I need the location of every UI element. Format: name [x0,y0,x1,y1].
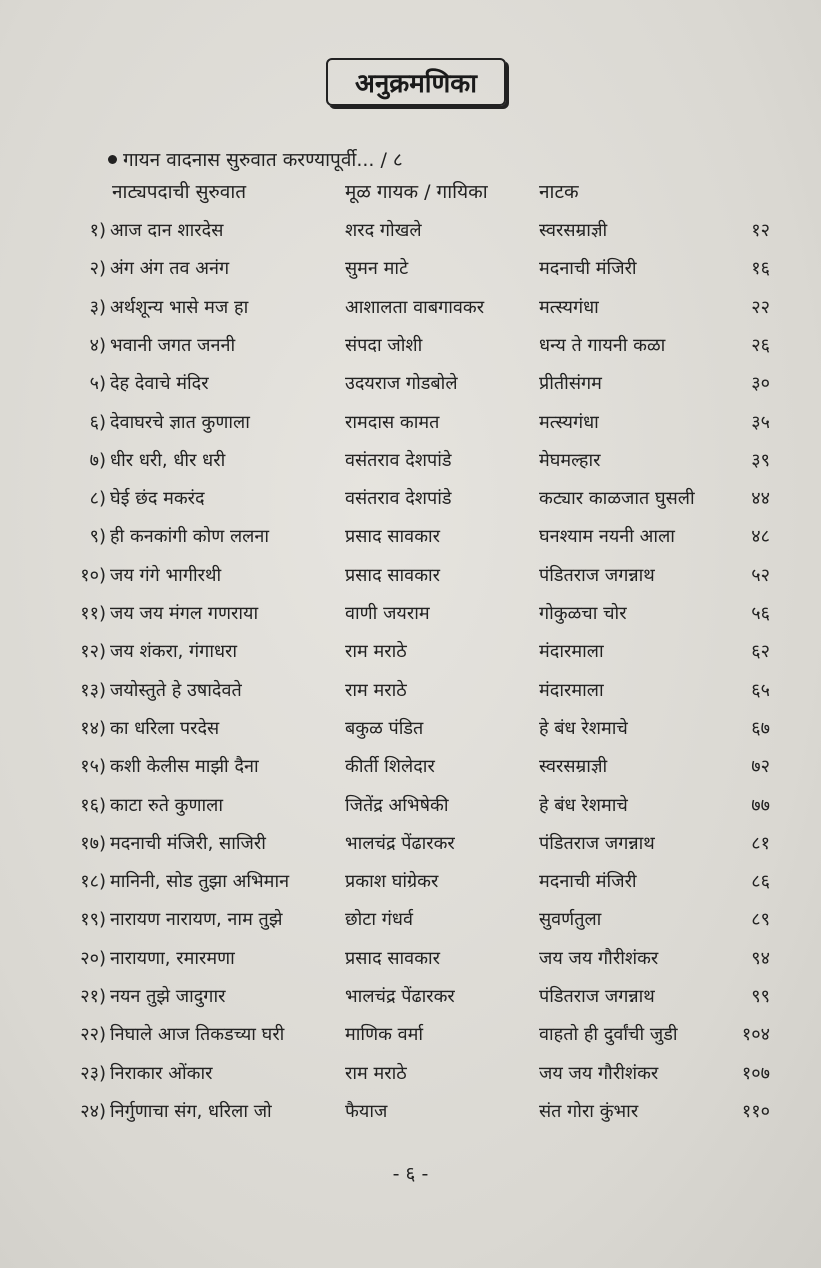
singer-name: फैयाज [345,1100,388,1122]
page-ref: २२ [751,296,770,318]
song-title: घेई छंद मकरंद [110,488,205,510]
natak-name: पंडितराज जगन्नाथ [539,832,655,854]
page-ref: ६७ [751,717,770,739]
singer-name: जितेंद्र अभिषेकी [345,794,449,816]
natak-name: कट्यार काळजात घुसली [539,488,695,510]
song-title: का धरिला परदेस [110,717,220,739]
row-number: १६) [80,794,106,816]
singer-name: आशालता वाबगावकर [345,296,485,318]
table-row [0,448,821,478]
singer-name: कीर्ती शिलेदार [345,756,435,778]
page-ref: ८९ [751,909,770,931]
page-ref: ९९ [751,986,770,1007]
page-ref: ११० [741,1100,770,1122]
page-ref: ५२ [751,564,770,586]
song-title: जय शंकरा, गंगाधरा [110,641,238,663]
row-number: १३) [80,679,106,701]
row-number: ४) [89,334,106,356]
page-ref: १०४ [741,1024,770,1046]
song-title: देह देवाचे मंदिर [110,373,209,395]
table-row [0,639,821,669]
page-ref: ५६ [751,603,770,624]
page-ref: १०७ [741,1062,770,1084]
page-ref: ६२ [751,641,770,663]
song-title: मदनाची मंजिरी, साजिरी [110,832,266,854]
song-title: नारायण नारायण, नाम तुझे [110,909,283,931]
table-row [0,984,821,1014]
natak-name: हे बंध रेशमाचे [539,794,628,816]
singer-name: बकुळ पंडित [345,717,424,739]
table-row [0,678,821,708]
table-row [0,1099,821,1129]
singer-name: भालचंद्र पेंढारकर [345,832,455,854]
natak-name: स्वरसम्राज्ञी [539,220,608,241]
natak-name: पंडितराज जगन्नाथ [539,564,655,586]
song-title: जय जय मंगल गणराया [110,603,259,624]
song-title: नयन तुझे जादुगार [110,986,226,1007]
row-number: १४) [80,717,106,739]
row-number: २१) [80,986,106,1007]
row-number: ५) [89,373,106,395]
row-number: १८) [80,871,106,893]
natak-name: जय जय गौरीशंकर [539,1062,659,1084]
table-row [0,295,821,325]
row-number: २०) [80,947,106,969]
table-row [0,716,821,746]
table-row [0,333,821,363]
natak-name: मदनाची मंजिरी [539,258,637,280]
header-natak: नाटक [539,181,579,203]
natak-name: पंडितराज जगन्नाथ [539,986,655,1007]
natak-name: हे बंध रेशमाचे [539,717,628,739]
table-row [0,256,821,286]
row-number: २४) [80,1100,106,1122]
singer-name: प्रसाद सावकार [345,947,441,969]
page-ref: ८६ [751,871,770,893]
row-number: ९) [89,526,106,548]
natak-name: मदनाची मंजिरी [539,871,637,893]
page-ref: ४४ [751,488,770,510]
table-row [0,946,821,976]
intro-text: गायन वादनास सुरुवात करण्यापूर्वी... / ८ [123,149,403,171]
row-number: ६) [89,411,106,433]
song-title: निघाले आज तिकडच्या घरी [110,1024,285,1046]
table-row [0,410,821,440]
page-ref: १२ [751,220,770,241]
row-number: ७) [89,449,106,471]
natak-name: मंदारमाला [539,641,604,663]
singer-name: सुमन माटे [345,258,409,280]
table-row [0,831,821,861]
page-ref: ६५ [751,679,770,701]
song-title: आज दान शारदेस [110,220,224,241]
natak-name: मत्स्यगंधा [539,296,599,318]
song-title: निर्गुणाचा संग, धरिला जो [110,1100,272,1122]
natak-name: गोकुळचा चोर [539,603,627,624]
bullet-icon [108,155,117,164]
table-row [0,218,821,248]
song-title: अर्थशून्य भासे मज हा [110,296,249,318]
table-row [0,1022,821,1052]
row-number: ८) [89,488,106,510]
song-title: देवाघरचे ज्ञात कुणाला [110,411,250,433]
table-row [0,869,821,899]
page-ref: ३० [751,373,770,395]
row-number: ३) [89,296,106,318]
singer-name: वाणी जयराम [345,603,430,624]
song-title: काटा रुते कुणाला [110,794,224,816]
song-title: भवानी जगत जननी [110,334,236,356]
singer-name: वसंतराव देशपांडे [345,488,452,510]
table-row [0,524,821,554]
song-title: नारायणा, रमारमणा [110,947,235,969]
song-title: धीर धरी, धीर धरी [110,449,226,471]
song-title: ही कनकांगी कोण ललना [110,526,270,548]
row-number: २) [89,258,106,280]
song-title: जयोस्तुते हे उषादेवते [110,679,242,701]
natak-name: स्वरसम्राज्ञी [539,756,608,778]
row-number: २२) [80,1024,106,1046]
page-ref: ३९ [751,449,770,471]
natak-name: प्रीतीसंगम [539,373,602,395]
table-row [0,601,821,631]
singer-name: राम मराठे [345,1062,407,1084]
header-singer: मूळ गायक / गायिका [345,181,488,203]
singer-name: प्रसाद सावकार [345,564,441,586]
singer-name: राम मराठे [345,679,407,701]
table-row [0,371,821,401]
table-row [0,486,821,516]
page-ref: २६ [751,334,770,356]
table-row [0,1061,821,1091]
page-title: अनुक्रमणिका [326,58,506,106]
singer-name: शरद गोखले [345,220,422,241]
natak-name: संत गोरा कुंभार [539,1100,639,1122]
page-number: - ६ - [392,1163,429,1185]
row-number: २३) [80,1062,106,1084]
row-number: ११) [80,603,106,624]
song-title: कशी केलीस माझी दैना [110,756,259,778]
row-number: १५) [80,756,106,778]
table-row [0,793,821,823]
singer-name: माणिक वर्मा [345,1024,424,1046]
natak-name: सुवर्णतुला [539,909,602,931]
intro-line [108,146,403,172]
row-number: १) [89,220,106,241]
singer-name: छोटा गंधर्व [345,909,413,931]
song-title: निराकार ओंकार [110,1062,213,1084]
natak-name: मत्स्यगंधा [539,411,599,433]
page-ref: ४८ [751,526,770,548]
singer-name: उदयराज गोडबोले [345,373,458,395]
natak-name: धन्य ते गायनी कळा [539,334,666,356]
singer-name: राम मराठे [345,641,407,663]
singer-name: रामदास कामत [345,411,440,433]
page-ref: १६ [751,258,770,280]
natak-name: घनश्याम नयनी आला [539,526,675,548]
natak-name: वाहतो ही दुर्वांची जुडी [539,1024,678,1046]
page-ref: ७२ [751,756,770,778]
row-number: १७) [80,832,106,854]
table-row [0,907,821,937]
singer-name: भालचंद्र पेंढारकर [345,986,455,1007]
natak-name: मेघमल्हार [539,449,601,471]
song-title: अंग अंग तव अनंग [110,258,230,280]
row-number: १२) [80,641,106,663]
table-row [0,754,821,784]
natak-name: मंदारमाला [539,679,604,701]
natak-name: जय जय गौरीशंकर [539,947,659,969]
singer-name: प्रसाद सावकार [345,526,441,548]
row-number: १०) [80,564,106,586]
song-title: जय गंगे भागीरथी [110,564,222,586]
singer-name: प्रकाश घांग्रेकर [345,871,439,893]
singer-name: संपदा जोशी [345,334,423,356]
header-song: नाट्यपदाची सुरुवात [112,181,247,203]
song-title: मानिनी, सोड तुझा अभिमान [110,871,290,893]
page-ref: ९४ [751,947,770,969]
table-row [0,563,821,593]
row-number: १९) [80,909,106,931]
page-ref: ३५ [751,411,770,433]
page-ref: ७७ [751,794,770,816]
page-ref: ८१ [751,832,770,854]
singer-name: वसंतराव देशपांडे [345,449,452,471]
